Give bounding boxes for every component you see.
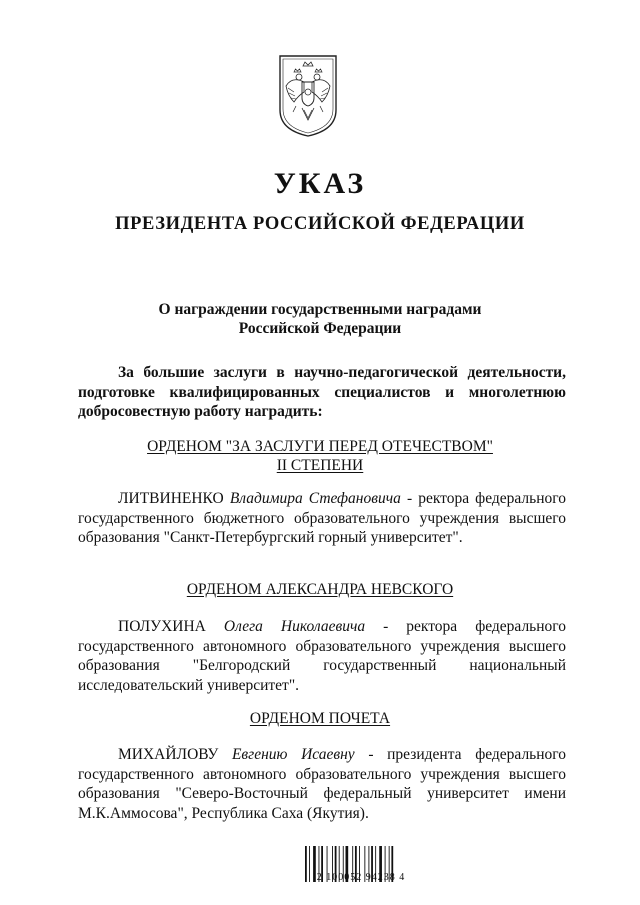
order-heading-1-line-1: ОРДЕНОМ "ЗА ЗАСЛУГИ ПЕРЕД ОТЕЧЕСТВОМ" (147, 438, 493, 455)
barcode-number: 2 100052 94238 4 (316, 872, 406, 883)
awardee-surname: ЛИТВИНЕНКО (118, 490, 224, 507)
document-subtitle: ПРЕЗИДЕНТА РОССИЙСКОЙ ФЕДЕРАЦИИ (115, 214, 525, 234)
awardee-surname: МИХАЙЛОВУ (118, 746, 219, 763)
coat-of-arms-emblem (276, 52, 340, 138)
awardee-position: - президента федерального государственного автономного образовательного учреждения высшего образования "Северо-Восточный федеральный университет имени М.К.Аммосова", Республика Саха (Якутия). (78, 746, 567, 822)
topic-line-2: Российской Федерации (238, 320, 402, 337)
award-paragraph-3 (78, 745, 566, 823)
award-paragraph-1 (78, 489, 566, 548)
order-heading-2-line-1: ОРДЕНОМ АЛЕКСАНДРА НЕВСКОГО (186, 581, 454, 598)
awardee-surname: ПОЛУХИНА (118, 618, 206, 635)
order-heading-3 (0, 709, 640, 728)
decree-preamble: За большие заслуги в научно-педагогической деятельности, подготовке квалифицированных специалистов и многолетнюю добросовестную работу наградить: (78, 364, 566, 420)
document-title: УКАЗ (273, 167, 367, 200)
award-paragraph-2 (78, 617, 566, 695)
awardee-name-patronymic: Владимира Стефановича (229, 490, 401, 507)
topic-line-1: О награждении государственными наградами (158, 301, 482, 318)
order-heading-2 (0, 580, 640, 599)
order-heading-3-line-1: ОРДЕНОМ ПОЧЕТА (249, 710, 391, 727)
awardee-position: - ректора федерального государственного автономного образовательного учреждения высшего образования "Белгородский государственный национальный исследовательский университет". (78, 618, 567, 694)
order-heading-1 (0, 437, 640, 475)
order-heading-1-line-2: II СТЕПЕНИ (276, 457, 364, 474)
awardee-position: - ректора федерального государственного бюджетного образовательного учреждения высшего образования "Санкт-Петербургский горный университет". (78, 490, 566, 546)
awardee-name-patronymic: Евгению Исаевну (231, 746, 355, 763)
decree-topic (0, 300, 640, 338)
awardee-name-patronymic: Олега Николаевича (223, 618, 366, 635)
